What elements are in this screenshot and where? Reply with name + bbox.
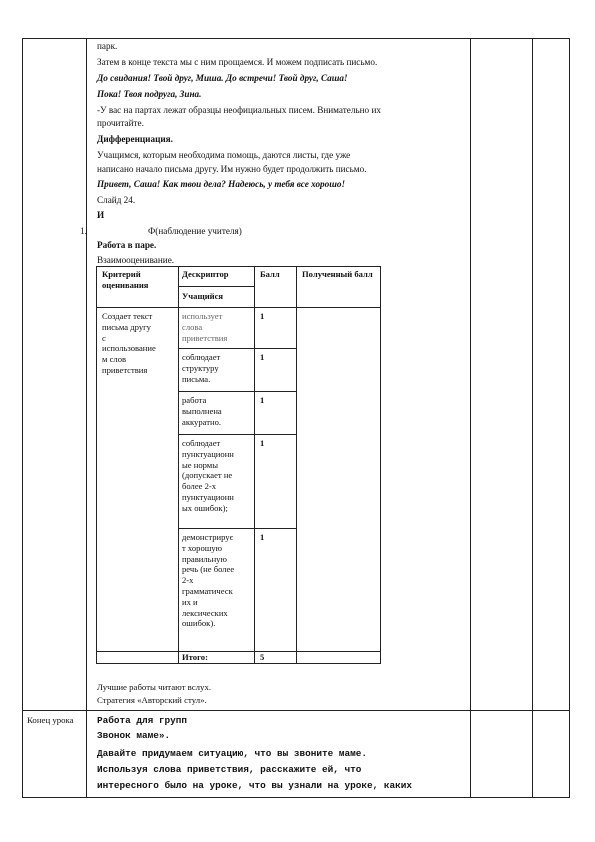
descriptor-line: их и	[182, 596, 198, 607]
lesson-end-label: Конец урока	[27, 715, 74, 725]
example-phrase: До свидания! Твой друг, Миша. До встречи! Твой друг, Саша!	[97, 73, 348, 83]
descriptor-line: приветствия	[182, 332, 228, 343]
criterion-line: использование	[102, 343, 156, 354]
points-cell: 1	[260, 438, 265, 448]
descriptor-line: аккуратно.	[182, 416, 222, 427]
descriptor-line: 2-х	[182, 575, 194, 586]
table-border-left	[22, 38, 23, 798]
descriptor-cell	[182, 352, 252, 384]
descriptor-line: соблюдает	[182, 352, 221, 362]
section-heading: Дифференциация.	[97, 134, 173, 144]
points-cell: 1	[260, 395, 265, 405]
text-line: парк.	[97, 41, 118, 51]
descriptor-cell	[182, 438, 252, 514]
criterion-line: Создает текст	[102, 311, 153, 321]
points-cell: 1	[260, 532, 265, 542]
text-line: И	[97, 210, 105, 220]
activity-title: Звонок маме».	[97, 730, 171, 741]
descriptor-line: работа	[182, 395, 207, 405]
grid-line	[254, 266, 255, 664]
descriptor-line: лексических	[182, 607, 228, 618]
descriptor-line: соблюдает	[182, 438, 221, 448]
table-divider-3	[532, 38, 533, 798]
text-line: -У вас на партах лежат образцы неофициальных писем. Внимательно их	[97, 105, 381, 115]
criterion-line: с	[102, 332, 106, 343]
grid-line	[178, 391, 296, 392]
table-border-right	[569, 38, 570, 798]
descriptor-line: выполнена	[182, 405, 222, 416]
header-points: Балл	[260, 269, 280, 279]
points-cell: 1	[260, 311, 265, 321]
criterion-line: приветствия	[102, 364, 148, 375]
descriptor-cell	[182, 395, 252, 427]
descriptor-line: ых ошибок);	[182, 502, 228, 513]
text-line: Учащимся, которым необходима помощь, даются листы, где уже	[97, 150, 351, 160]
example-phrase: Пока! Твоя подруга, Зина.	[97, 89, 202, 99]
grid-line	[178, 286, 254, 287]
grid-line	[178, 434, 296, 435]
table-divider-2	[470, 38, 471, 798]
activity-text: Используя слова приветствия, расскажите ей, что	[97, 764, 362, 775]
example-phrase: Привет, Саша! Как твои дела? Надеюсь, у тебя все хорошо!	[97, 179, 346, 189]
grid-line	[296, 266, 297, 664]
section-heading: Работа в паре.	[97, 240, 157, 250]
text-line: написано начало письма другу. Им нужно будет продолжить письмо.	[97, 164, 367, 174]
grid-line	[96, 307, 381, 308]
descriptor-line: пунктуационн	[182, 491, 234, 502]
header-received: Полученный балл	[302, 269, 373, 279]
descriptor-line: структуру	[182, 362, 219, 373]
descriptor-cell	[182, 532, 252, 629]
table-border-bottom	[22, 797, 570, 798]
criterion-text	[102, 311, 176, 376]
descriptor-line: слова	[182, 321, 203, 332]
text-line: прочитайте.	[97, 118, 144, 128]
descriptor-line: т хорошую	[182, 542, 223, 553]
total-label: Итого:	[182, 652, 208, 662]
table-row-divider	[22, 710, 570, 711]
activity-text: Давайте придумаем ситуацию, что вы звоните маме.	[97, 748, 368, 759]
table-border-top	[22, 38, 570, 39]
descriptor-line: письма.	[182, 373, 211, 384]
text-line: Лучшие работы читают вслух.	[97, 682, 212, 692]
text-line: Затем в конце текста мы с ним прощаемся. И можем подписать письмо.	[97, 57, 378, 67]
slide-reference: Слайд 24.	[97, 195, 136, 205]
grid-line	[178, 348, 296, 349]
descriptor-line: речь (не более	[182, 564, 235, 575]
header-student: Учащийся	[182, 291, 224, 301]
grid-line	[96, 663, 381, 664]
text-line: Стратегия «Авторский стул».	[97, 695, 207, 705]
assessment-table	[96, 266, 380, 664]
descriptor-line: правильную	[182, 553, 227, 564]
list-number: 1.	[80, 226, 87, 236]
criterion-line: письма другу	[102, 321, 151, 332]
descriptor-line: демонстрирує	[182, 532, 234, 542]
grid-line	[96, 266, 381, 267]
total-value: 5	[260, 652, 265, 662]
grid-line	[380, 266, 381, 664]
list-item-text: Ф(наблюдение учителя)	[148, 226, 242, 236]
grid-line	[178, 528, 296, 529]
text-line: Взаимооценивание.	[97, 255, 175, 265]
descriptor-line: использует	[182, 311, 223, 321]
header-criterion: Критерий оценивания	[102, 269, 149, 290]
table-divider-1	[86, 38, 87, 798]
descriptor-line: грамматическ	[182, 585, 233, 596]
descriptor-line: ошибок).	[182, 618, 216, 629]
grid-line	[96, 266, 97, 664]
grid-line	[178, 266, 179, 664]
descriptor-cell	[182, 311, 252, 343]
criterion-line: м слов	[102, 354, 127, 365]
descriptor-line: ые нормы	[182, 459, 219, 470]
descriptor-line: пунктуационн	[182, 448, 234, 459]
group-work-heading: Работа для групп	[97, 715, 188, 726]
points-cell: 1	[260, 352, 265, 362]
descriptor-line: более 2-х	[182, 481, 217, 492]
descriptor-line: (допускает не	[182, 470, 233, 481]
header-descriptor: Дескриптор	[182, 269, 229, 279]
activity-text: интересного было на уроке, что вы узнали на уроке, каких	[97, 780, 413, 791]
grid-line	[96, 651, 381, 652]
